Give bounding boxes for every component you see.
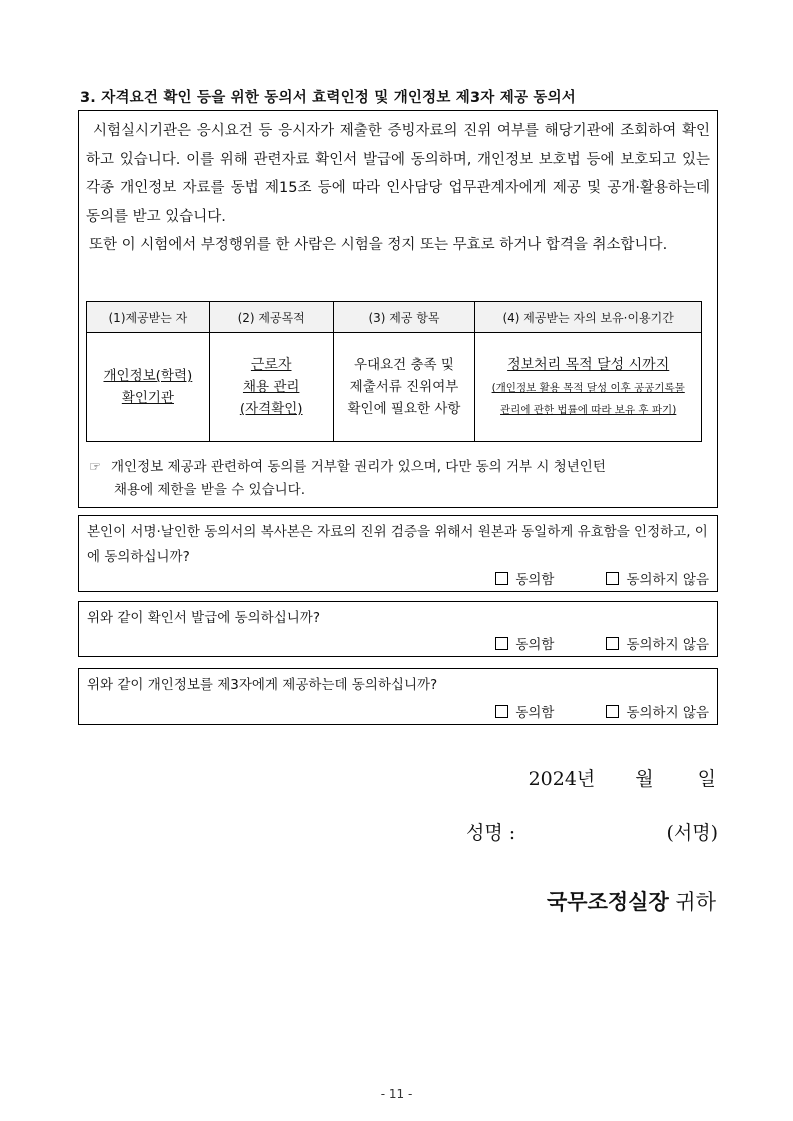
checkbox-icon[interactable]	[606, 705, 619, 718]
page-number: - 11 -	[380, 1087, 413, 1101]
checkbox-icon[interactable]	[606, 637, 619, 650]
checkbox-icon[interactable]	[495, 705, 508, 718]
consent-options	[495, 701, 709, 721]
agree-option[interactable]: 동의함	[495, 572, 554, 588]
consent-question: 위와 같이 개인정보를 제3자에게 제공하는데 동의하십니까?	[87, 677, 438, 693]
signature-line	[466, 818, 718, 845]
header-items: (3) 제공 항목	[333, 302, 475, 333]
table-row	[87, 333, 702, 442]
date-day[interactable]: 일	[697, 768, 716, 790]
disagree-option[interactable]: 동의하지 않음	[606, 637, 709, 653]
consent-options	[495, 568, 709, 588]
provision-table	[86, 301, 702, 442]
cell-purpose: 근로자 채용 관리 (자격확인)	[209, 333, 333, 442]
consent-box-certificate	[78, 601, 718, 657]
name-label: 성명 :	[466, 822, 516, 844]
signature-field[interactable]: (서명)	[666, 822, 718, 844]
consent-box-third-party	[78, 668, 718, 725]
addressee-line	[547, 886, 716, 916]
cell-recipient: 개인정보(학력) 확인기관	[87, 333, 210, 442]
pointing-hand-icon: ☞	[89, 459, 102, 475]
addressee-org: 국무조정실장	[547, 890, 669, 914]
consent-box-copy-validity	[78, 515, 718, 592]
consent-question: 위와 같이 확인서 발급에 동의하십니까?	[87, 610, 320, 626]
cell-items: 우대요건 충족 및 제출서류 진위여부 확인에 필요한 사항	[333, 333, 475, 442]
section-heading: 3. 자격요건 확인 등을 위한 동의서 효력인정 및 개인정보 제3자 제공 동의서	[80, 90, 577, 106]
consent-options	[495, 633, 709, 653]
date-line	[529, 764, 716, 791]
disagree-option[interactable]: 동의하지 않음	[606, 705, 709, 721]
disagree-option[interactable]: 동의하지 않음	[606, 572, 709, 588]
agree-option[interactable]: 동의함	[495, 705, 554, 721]
date-month[interactable]: 월	[635, 768, 654, 790]
refusal-note: ☞ 개인정보 제공과 관련하여 동의를 거부할 권리가 있으며, 다만 동의 거부 시 청년인턴 채용에 제한을 받을 수 있습니다.	[89, 456, 710, 502]
consent-question: 본인이 서명·날인한 동의서의 복사본은 자료의 진위 검증을 위해서 원본과 동일하게 유효함을 인정하고, 이에 동의하십니까?	[87, 524, 708, 565]
date-year[interactable]: 2024년	[528, 768, 596, 790]
checkbox-icon[interactable]	[495, 572, 508, 585]
checkbox-icon[interactable]	[606, 572, 619, 585]
table-header-row	[87, 302, 702, 333]
cell-period: 정보처리 목적 달성 시까지 (개인정보 활용 목적 달성 이후 공공기록물 관리에 관한 법률에 따라 보유 후 파기)	[475, 333, 702, 442]
header-purpose: (2) 제공목적	[209, 302, 333, 333]
header-recipient: (1)제공받는 자	[87, 302, 210, 333]
addressee-honorific: 귀하	[675, 890, 716, 914]
fraud-paragraph: 또한 이 시험에서 부정행위를 한 사람은 시험을 정지 또는 무효로 하거나 합격을 취소합니다.	[89, 237, 668, 253]
intro-paragraph: 시험실시기관은 응시요건 등 응시자가 제출한 증빙자료의 진위 여부를 해당기관에 조회하여 확인하고 있습니다. 이를 위해 관련자료 확인서 발급에 동의하며, 개인정보 보호법 등에 보호되고 있는 각종 개인정보 자료를 동법 제15조 등에 따라 인사담당 업무관계자에게 제공 및 공개·활용하는데 동의를 받고 있습니다.	[86, 123, 710, 225]
consent-info-box	[78, 110, 718, 508]
agree-option[interactable]: 동의함	[495, 637, 554, 653]
checkbox-icon[interactable]	[495, 637, 508, 650]
header-period: (4) 제공받는 자의 보유·이용기간	[475, 302, 702, 333]
